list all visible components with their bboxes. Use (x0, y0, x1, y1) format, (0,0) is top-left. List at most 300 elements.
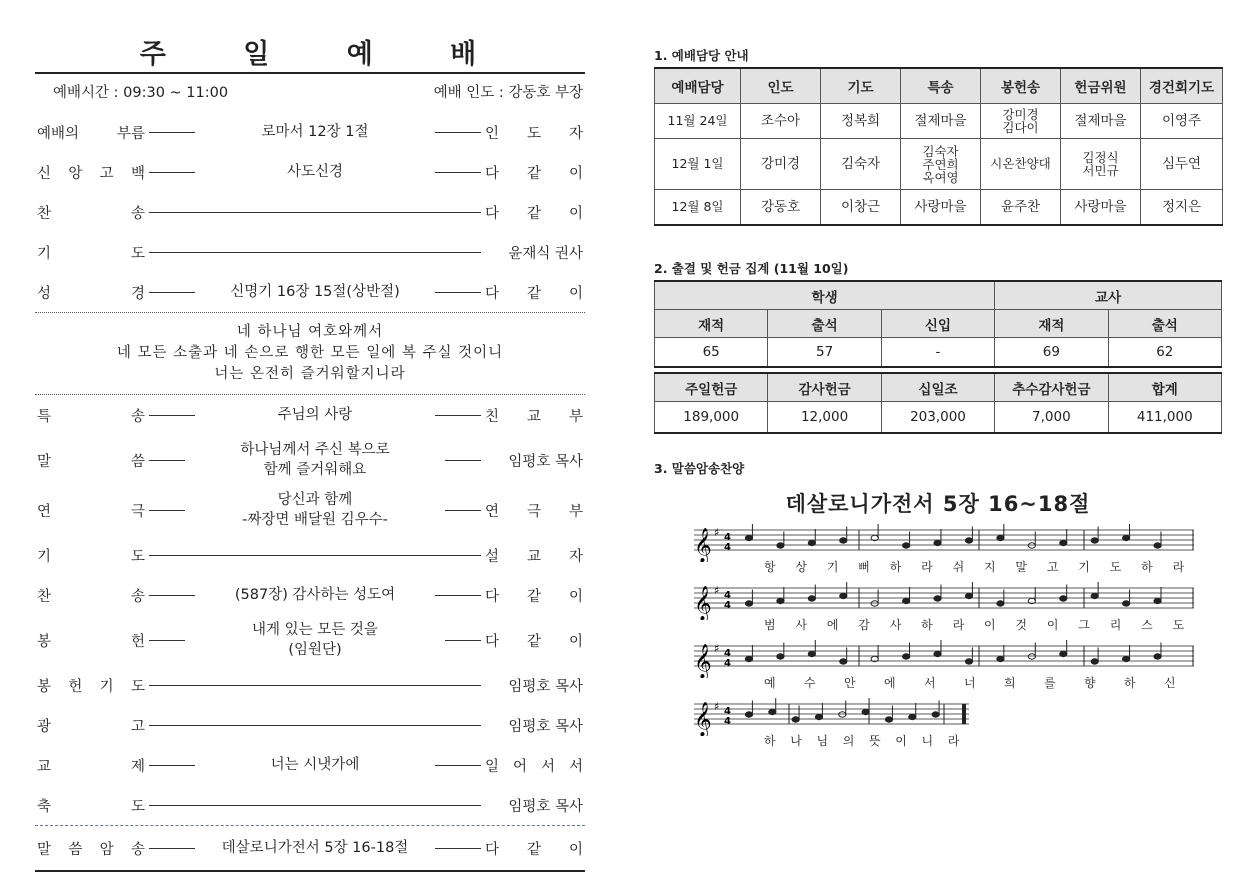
svg-text:4: 4 (724, 716, 731, 727)
cell-line: 김다이 (1002, 120, 1039, 135)
order-content (199, 755, 431, 775)
lyric-syllable: 지 (984, 560, 997, 574)
table-row (655, 104, 1223, 139)
lyric-syllable: 뻐 (858, 560, 871, 574)
leader-line (149, 725, 481, 726)
table-cell: 203,000 (881, 402, 994, 434)
char: 다 (485, 588, 500, 605)
order-row (35, 705, 585, 745)
leader-line (435, 765, 481, 766)
order-label (35, 755, 145, 776)
char: 일 (485, 758, 500, 775)
order-person (485, 162, 585, 183)
table-cell: - (881, 338, 994, 368)
group-header: 교사 (995, 281, 1222, 310)
column-header: 헌금위원 (1061, 68, 1141, 104)
order-label (35, 162, 145, 183)
char: 말 (37, 841, 52, 858)
lyric-syllable: 하 (889, 560, 903, 574)
offering-table (654, 372, 1222, 434)
table-cell (901, 139, 981, 190)
leader-line (149, 640, 185, 641)
char: 이 (568, 165, 583, 182)
char: 친 (485, 408, 500, 425)
char: 앙 (68, 165, 83, 182)
section-heading: 1. 예배담당 안내 (654, 48, 749, 63)
lyric-syllable: 기 (1078, 560, 1091, 574)
char: 말 (37, 453, 52, 470)
char: 다 (485, 285, 500, 302)
info-panel (654, 45, 1222, 754)
table-cell: 57 (768, 338, 881, 368)
order-person (485, 838, 585, 859)
char: 신 (37, 165, 52, 182)
order-label (35, 675, 145, 696)
order-label (35, 585, 145, 606)
order-row (35, 112, 585, 152)
order-row (35, 152, 585, 192)
order-person (485, 545, 585, 566)
table-cell: 정지은 (1141, 190, 1223, 226)
content-line: 너는 시냇가에 (270, 757, 360, 773)
staff-lines (694, 696, 1194, 736)
char: 이 (568, 205, 583, 222)
content-line: 로마서 12장 1절 (261, 124, 369, 140)
char: 송 (130, 841, 145, 858)
order-person (485, 202, 585, 223)
table-cell: 시온찬양대 (981, 139, 1061, 190)
leader-line (149, 685, 481, 686)
char: 경 (130, 285, 145, 302)
lyric-syllable: 이 (895, 734, 908, 748)
leader-line (149, 132, 195, 133)
char: 다 (485, 633, 500, 650)
lyric-syllable: 사 (795, 618, 809, 632)
char: 설 (485, 548, 500, 565)
score-title: 데살로니가전서 5장 16~18절 (785, 492, 1091, 516)
cell-line: 강미경 (1002, 107, 1039, 122)
svg-text:4: 4 (724, 648, 731, 659)
svg-text:𝄞: 𝄞 (694, 586, 712, 620)
char: 특 (37, 408, 52, 425)
leader-line (445, 640, 481, 641)
svg-text:♯: ♯ (714, 584, 720, 597)
char: 같 (526, 165, 541, 182)
music-staff (694, 522, 1222, 580)
order-person: 임평호 목사 (508, 798, 583, 815)
table-cell: 69 (995, 338, 1108, 368)
table-cell: 절제마을 (1061, 104, 1141, 139)
char: 부 (568, 503, 583, 520)
lyric-syllable: 의 (842, 734, 856, 748)
leader-line (445, 510, 481, 511)
leader-line (435, 292, 481, 293)
column-header: 십일조 (881, 373, 994, 402)
order-row (35, 272, 585, 312)
char: 서 (540, 758, 555, 775)
char: 기 (99, 678, 114, 695)
leader-line (149, 555, 481, 556)
order-label (35, 500, 145, 521)
lyric-syllable: 상 (795, 560, 809, 574)
order-content: 데살로니가전서 5장 16-18절 (221, 840, 409, 856)
svg-text:4: 4 (724, 600, 731, 611)
lyric-syllable: 스 (1141, 618, 1154, 632)
table-cell: 12월 8일 (655, 190, 741, 226)
lyric-syllable: 고 (1046, 560, 1060, 574)
column-header: 재적 (655, 310, 768, 338)
order-person (485, 405, 585, 426)
char: 다 (485, 841, 500, 858)
table-cell: 411,000 (1108, 402, 1221, 434)
content-line: 사도신경 (286, 164, 344, 180)
cell-line: 김정식 (1082, 150, 1119, 165)
order-row (35, 485, 585, 535)
char: 교 (37, 758, 52, 775)
char: 교 (526, 408, 541, 425)
order-content (199, 585, 431, 605)
order-content (199, 405, 431, 425)
verse-line: 네 하나님 여호와께서 (236, 324, 384, 340)
column-header: 출석 (768, 310, 881, 338)
column-header: 재적 (995, 310, 1108, 338)
lyric-syllable: 도 (1172, 618, 1186, 632)
service-time: 예배시간 : 09:30 ~ 11:00 (53, 85, 229, 101)
char: 극 (526, 503, 541, 520)
lyric-syllable: 리 (1109, 618, 1123, 632)
lyric-syllable: 것 (1015, 618, 1029, 632)
char: 씀 (68, 841, 83, 858)
column-header: 예배담당 (655, 68, 741, 104)
order-row (35, 575, 585, 615)
lyric-syllable: 신 (1164, 676, 1177, 690)
leader-line (149, 212, 481, 213)
svg-text:♯: ♯ (714, 642, 720, 655)
column-header: 인도 (741, 68, 821, 104)
lyric-syllable: 희 (1004, 676, 1017, 690)
section-heading: 2. 출결 및 헌금 집계 (11월 10일) (654, 261, 849, 276)
order-content (189, 440, 441, 480)
char: 이 (568, 841, 583, 858)
char: 같 (526, 841, 541, 858)
char: 찬 (37, 588, 52, 605)
table-row (655, 190, 1223, 226)
table-cell (1061, 139, 1141, 190)
table-cell: 절제마을 (901, 104, 981, 139)
staff-lines (694, 522, 1194, 562)
char: 씀 (130, 453, 145, 470)
order-content (189, 490, 441, 530)
char: 연 (37, 503, 52, 520)
staff-lines (694, 580, 1194, 620)
leader-line (149, 252, 481, 253)
column-header: 주일헌금 (655, 373, 768, 402)
char: 암 (99, 841, 114, 858)
lyric-syllable: 니 (921, 734, 935, 748)
column-header: 출석 (1108, 310, 1221, 338)
order-person (485, 755, 585, 776)
lyric-syllable: 예 (764, 676, 777, 690)
order-label (35, 795, 145, 816)
divider (35, 870, 585, 872)
char: 이 (568, 588, 583, 605)
char: 도 (526, 125, 541, 142)
order-row (35, 785, 585, 825)
char: 서 (568, 758, 583, 775)
bible-verse (35, 313, 585, 394)
char: 부 (568, 408, 583, 425)
order-person: 임평호 목사 (508, 453, 583, 470)
order-label (35, 405, 145, 426)
lyric-syllable: 라 (1172, 560, 1186, 574)
svg-text:𝄞: 𝄞 (694, 702, 712, 736)
table-cell: 11월 24일 (655, 104, 741, 139)
order-person (485, 585, 585, 606)
order-person: 임평호 목사 (508, 718, 583, 735)
table-row (655, 139, 1223, 190)
order-content (199, 162, 431, 182)
leader-line (149, 848, 195, 849)
column-header: 감사헌금 (768, 373, 881, 402)
char: 고 (130, 718, 145, 735)
char: 부름 (116, 125, 145, 142)
table-cell: 심두연 (1141, 139, 1223, 190)
lyric-syllable: 수 (804, 676, 817, 690)
char: 교 (526, 548, 541, 565)
char: 이 (568, 285, 583, 302)
table-cell (981, 104, 1061, 139)
table-cell: 7,000 (995, 402, 1108, 434)
char: 도 (130, 245, 145, 262)
char: 송 (130, 408, 145, 425)
order-label (35, 838, 145, 859)
column-header: 경건회기도 (1141, 68, 1223, 104)
order-person (485, 630, 585, 651)
lyric-syllable: 하 (1124, 676, 1137, 690)
order-label (35, 715, 145, 736)
table-cell: 65 (655, 338, 768, 368)
table-cell: 윤주찬 (981, 190, 1061, 226)
column-header: 특송 (901, 68, 981, 104)
lyric-syllable: 라 (947, 734, 961, 748)
char: 도 (130, 548, 145, 565)
section-heading: 3. 말씀암송찬양 (654, 461, 745, 476)
table-cell: 12월 1일 (655, 139, 741, 190)
table-cell: 이영주 (1141, 104, 1223, 139)
char: 봉 (37, 678, 52, 695)
lyric-syllable: 그 (1078, 618, 1091, 632)
leader-line (435, 132, 481, 133)
lyric-syllable: 에 (884, 676, 897, 690)
char: 기 (37, 548, 52, 565)
content-line: (임원단) (288, 642, 342, 658)
order-person (485, 500, 585, 521)
order-person (485, 122, 585, 143)
char: 도 (130, 678, 145, 695)
lyric-syllable: 항 (764, 560, 777, 574)
leader-line (149, 415, 195, 416)
leader-line (149, 805, 481, 806)
table-cell: 사랑마을 (1061, 190, 1141, 226)
verse-line: 너는 온전히 즐거워할지니라 (214, 366, 406, 382)
order-label (35, 122, 145, 143)
char: 같 (526, 633, 541, 650)
table-cell: 이창근 (821, 190, 901, 226)
duty-table (654, 67, 1223, 226)
verse-line: 네 모든 소출과 네 손으로 행한 모든 일에 복 주실 것이니 (116, 345, 504, 361)
char: 성 (37, 285, 52, 302)
lyric-syllable: 이 (1046, 618, 1060, 632)
table-cell: 12,000 (768, 402, 881, 434)
lyric-syllable: 하 (921, 618, 934, 632)
lyric-syllable: 도 (1109, 560, 1123, 574)
content-line: 주님의 사랑 (277, 407, 353, 423)
memory-row (35, 826, 585, 870)
order-row (35, 535, 585, 575)
content-line: 하나님께서 주신 복으로 (240, 442, 390, 458)
svg-text:4: 4 (724, 542, 731, 553)
music-staff (694, 580, 1222, 638)
char: 같 (526, 588, 541, 605)
worship-order (35, 38, 585, 872)
char: 자 (568, 548, 583, 565)
char: 헌 (130, 633, 145, 650)
column-header: 신입 (881, 310, 994, 338)
lyric-syllable: 뜻 (869, 734, 882, 748)
table-cell: 강미경 (741, 139, 821, 190)
content-line: 내게 있는 모든 것을 (252, 622, 378, 638)
table-cell: 189,000 (655, 402, 768, 434)
lyric-syllable: 하 (764, 734, 777, 748)
music-staff (694, 696, 1222, 754)
char: 축 (37, 798, 52, 815)
order-row (35, 395, 585, 435)
order-label (35, 202, 145, 223)
lyric-syllable: 말 (1015, 560, 1029, 574)
char: 다 (485, 165, 500, 182)
lyric-syllable: 서 (924, 676, 937, 690)
service-info (35, 74, 585, 112)
content-line: (587장) 감사하는 성도여 (234, 587, 396, 603)
lyric-syllable: 나 (790, 734, 803, 748)
char: 백 (130, 165, 145, 182)
cell-line: 주연희 (922, 156, 959, 172)
leader-line (445, 460, 481, 461)
char: 봉 (37, 633, 52, 650)
leader-line (435, 595, 481, 596)
svg-text:4: 4 (724, 706, 731, 717)
char: 찬 (37, 205, 52, 222)
leader-line (149, 595, 195, 596)
svg-text:♯: ♯ (714, 700, 720, 713)
svg-text:𝄞: 𝄞 (694, 644, 712, 678)
attendance-table (654, 280, 1222, 368)
order-content (199, 282, 431, 302)
column-header: 추수감사헌금 (995, 373, 1108, 402)
svg-text:4: 4 (724, 658, 731, 669)
cell-line: 김숙자 (922, 143, 959, 159)
table-cell: 조수아 (741, 104, 821, 139)
order-person (485, 282, 585, 303)
leader-line (149, 510, 185, 511)
lyric-syllable: 님 (816, 734, 830, 748)
order-content (189, 620, 441, 660)
column-header: 합계 (1108, 373, 1221, 402)
char: 자 (568, 125, 583, 142)
order-row (35, 232, 585, 272)
char: 같 (526, 205, 541, 222)
char: 이 (568, 633, 583, 650)
leader-line (149, 172, 195, 173)
lyric-syllable: 라 (952, 618, 966, 632)
char: 광 (37, 718, 52, 735)
table-cell: 정복희 (821, 104, 901, 139)
leader-line (435, 415, 481, 416)
lyric-syllable: 감 (858, 618, 871, 632)
char: 연 (485, 503, 500, 520)
staff-lines (694, 638, 1194, 678)
table-cell: 김숙자 (821, 139, 901, 190)
leader-line (435, 172, 481, 173)
lyric-syllable: 범 (764, 618, 777, 632)
char: 도 (130, 798, 145, 815)
char: 극 (130, 503, 145, 520)
cell-line: 옥여영 (922, 169, 959, 185)
table-cell: 62 (1108, 338, 1221, 368)
lyric-syllable: 사 (889, 618, 903, 632)
order-label (35, 630, 145, 651)
cell-line: 서민규 (1082, 163, 1119, 178)
table-cell: 사랑마을 (901, 190, 981, 226)
char: 같 (526, 285, 541, 302)
service-leader: 예배 인도 : 강동호 부장 (433, 85, 583, 101)
char: 예배의 (37, 125, 80, 142)
char: 헌 (68, 678, 83, 695)
order-row (35, 192, 585, 232)
order-label (35, 242, 145, 263)
content-line: 신명기 16장 15절(상반절) (230, 284, 400, 300)
order-row (35, 615, 585, 665)
leader-line (149, 292, 195, 293)
lyric-syllable: 너 (964, 676, 977, 690)
content-line: 함께 즐거워해요 (263, 462, 367, 478)
order-row (35, 745, 585, 785)
lyric-syllable: 향 (1084, 676, 1097, 690)
lyric-syllable: 기 (826, 560, 840, 574)
order-label (35, 282, 145, 303)
service-title: 주 일 예 배 (139, 39, 511, 70)
svg-text:𝄞: 𝄞 (694, 528, 712, 562)
music-staff (694, 638, 1222, 696)
group-header: 학생 (655, 281, 995, 310)
char: 고 (99, 165, 114, 182)
content-line: -짜장면 배달원 김우수- (242, 512, 388, 528)
svg-text:4: 4 (724, 590, 731, 601)
column-header: 봉헌송 (981, 68, 1061, 104)
char: 인 (485, 125, 500, 142)
char: 송 (130, 205, 145, 222)
svg-text:♯: ♯ (714, 526, 720, 539)
content-line: 당신과 함께 (277, 492, 353, 508)
leader-line (149, 765, 195, 766)
order-content (199, 122, 431, 142)
leader-line (149, 460, 185, 461)
char: 어 (512, 758, 527, 775)
lyric-syllable: 쉬 (952, 560, 966, 574)
svg-text:4: 4 (724, 532, 731, 543)
order-row (35, 665, 585, 705)
lyric-syllable: 안 (844, 676, 857, 690)
